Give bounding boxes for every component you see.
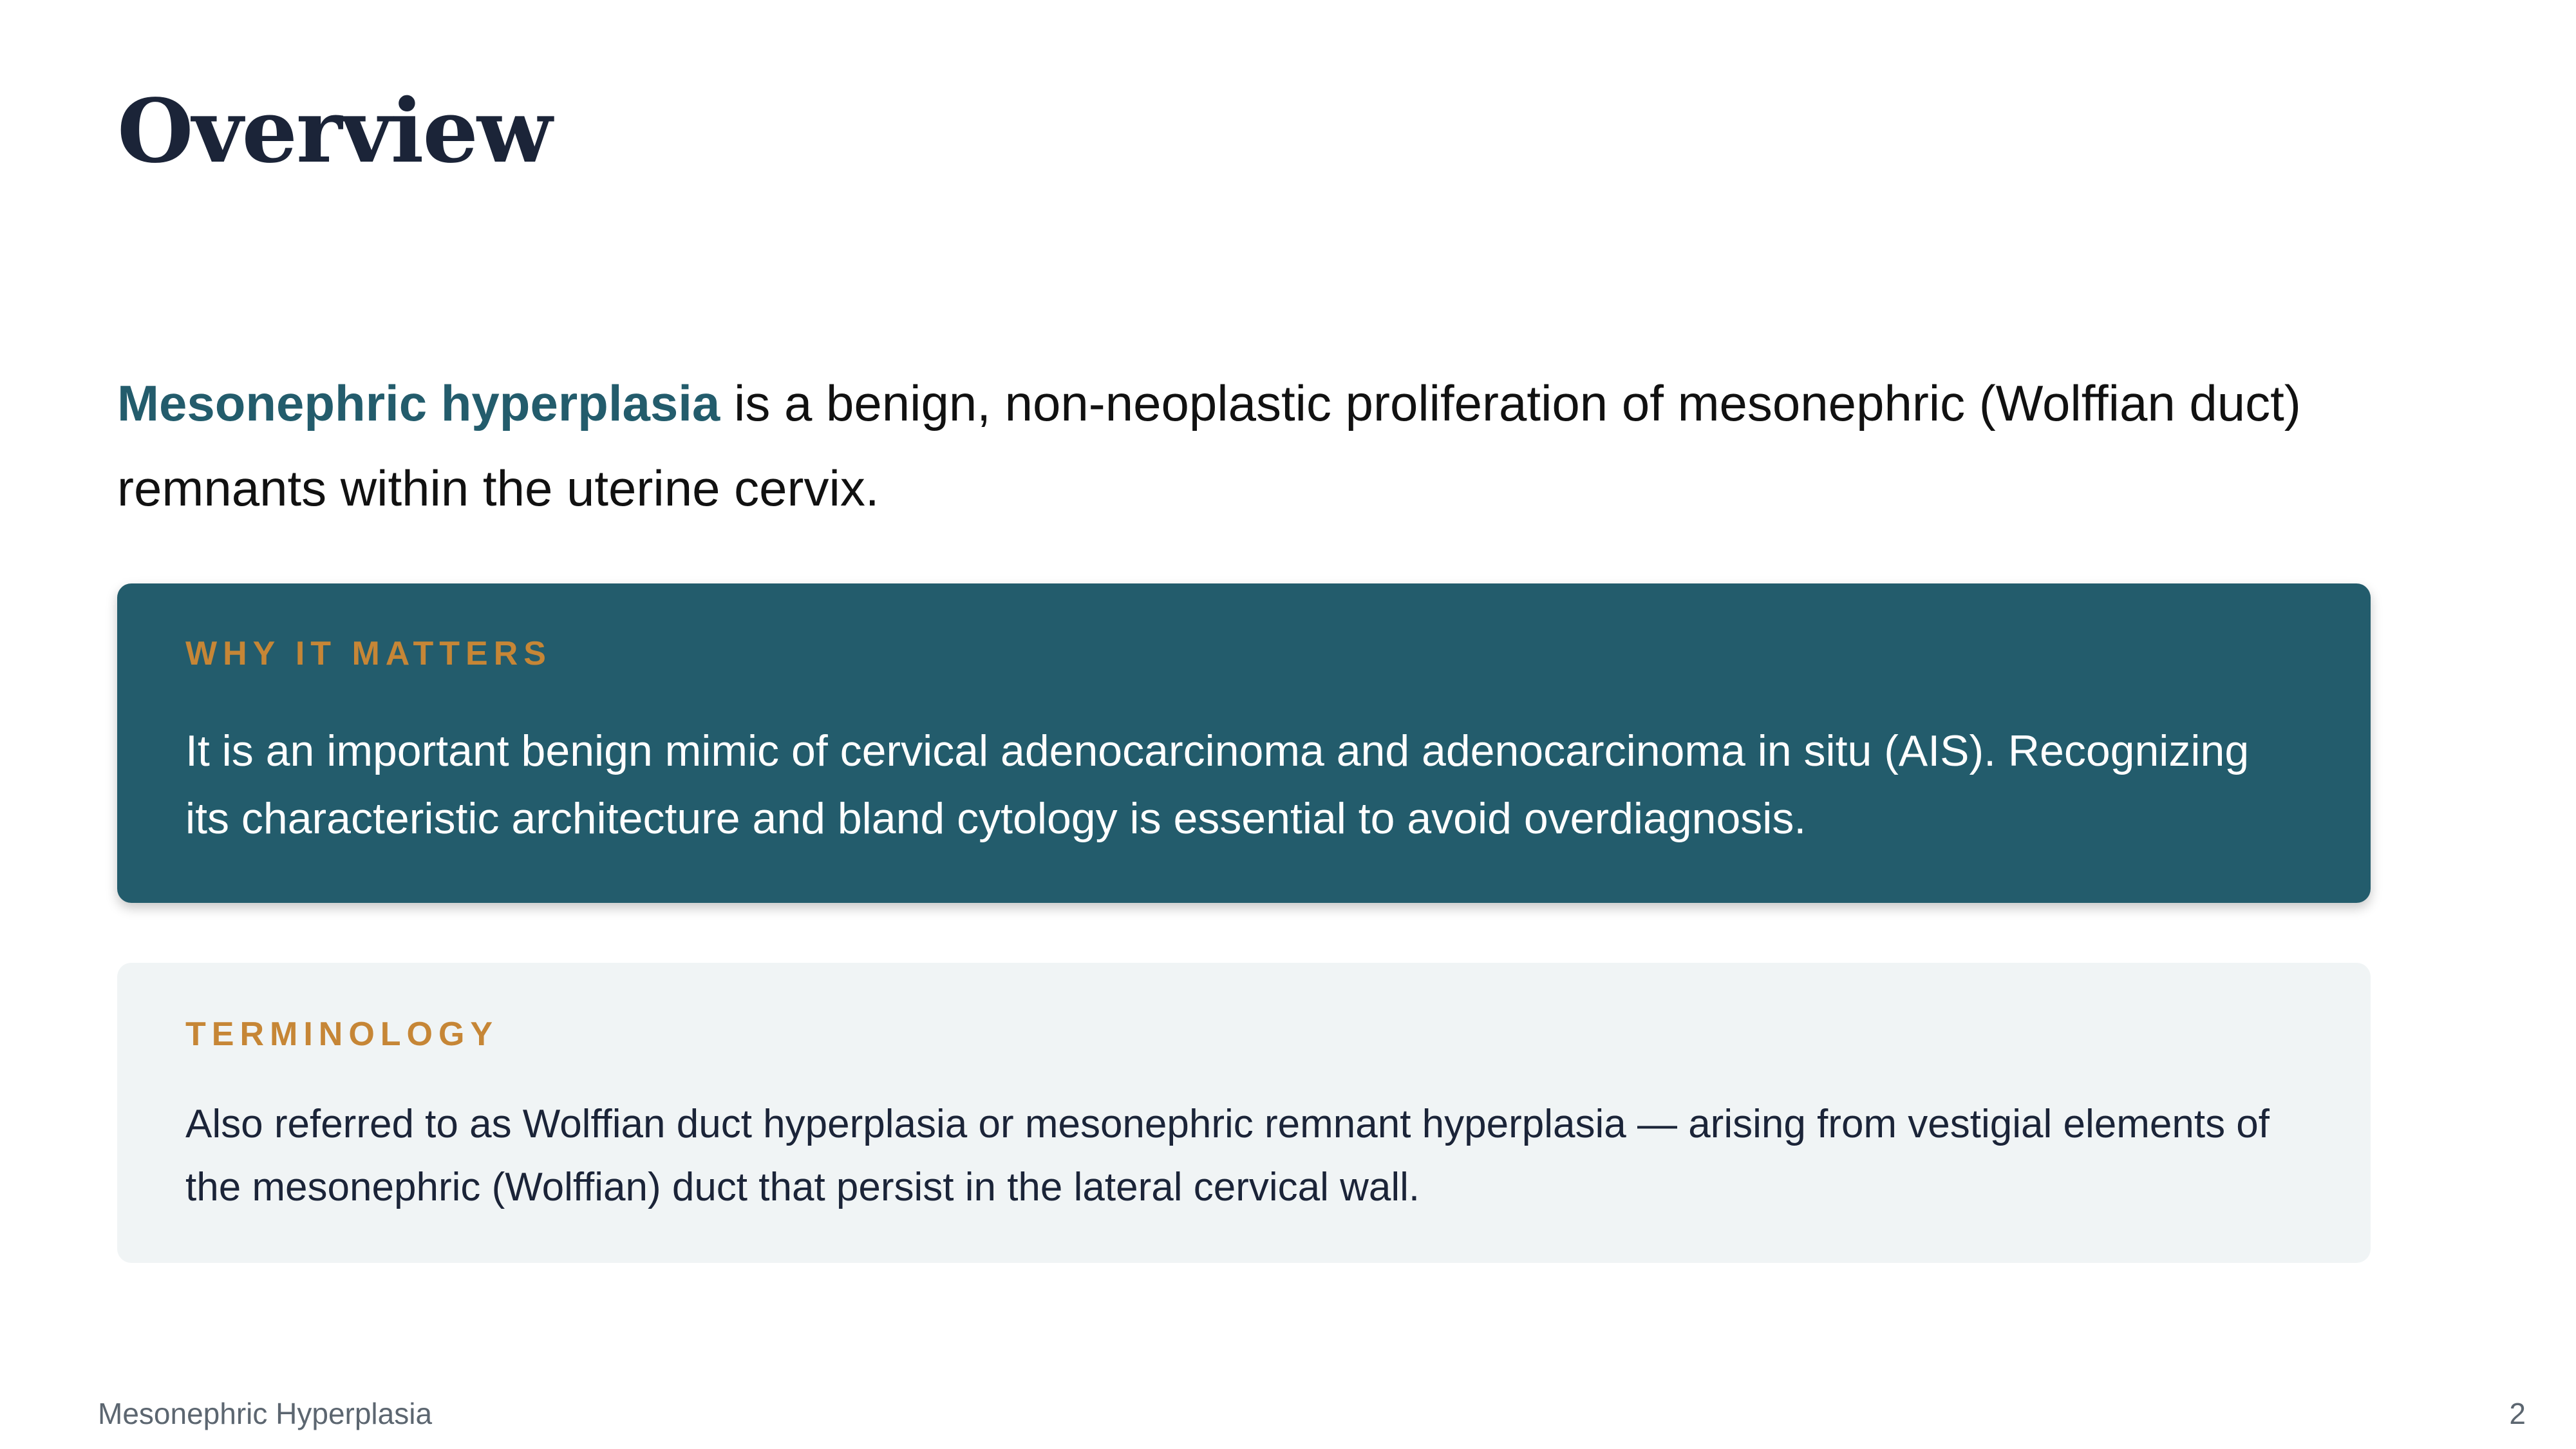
why-it-matters-callout	[117, 583, 2371, 903]
footer-deck-title: Mesonephric Hyperplasia	[98, 1397, 433, 1430]
footer-page-number: 2	[2509, 1397, 2526, 1430]
slide-title: Overview	[117, 80, 551, 183]
intro-text: is a benign, non-neoplastic proliferation of mesonephric (Wolffian duct) remnants within the uterine cervix.	[117, 375, 2301, 516]
intro-term: Mesonephric hyperplasia	[117, 375, 720, 431]
why-it-matters-heading: WHY IT MATTERS	[185, 635, 552, 672]
intro-paragraph	[117, 361, 2409, 531]
terminology-text: Also referred to as Wolffian duct hyperplasia or mesonephric remnant hyperplasia — arising from vestigial elements of the mesonephric (Wolffian) duct that persist in the lateral cervical wall.	[185, 1102, 2270, 1210]
terminology-heading: TERMINOLOGY	[185, 1016, 499, 1053]
terminology-callout	[117, 963, 2371, 1263]
why-it-matters-text: It is an important benign mimic of cervical adenocarcinoma and adenocarcinoma in situ (AIS). Recognizing its characteristic architecture and bland cytology is essential to avoid overdiagnosis.	[185, 726, 2250, 844]
